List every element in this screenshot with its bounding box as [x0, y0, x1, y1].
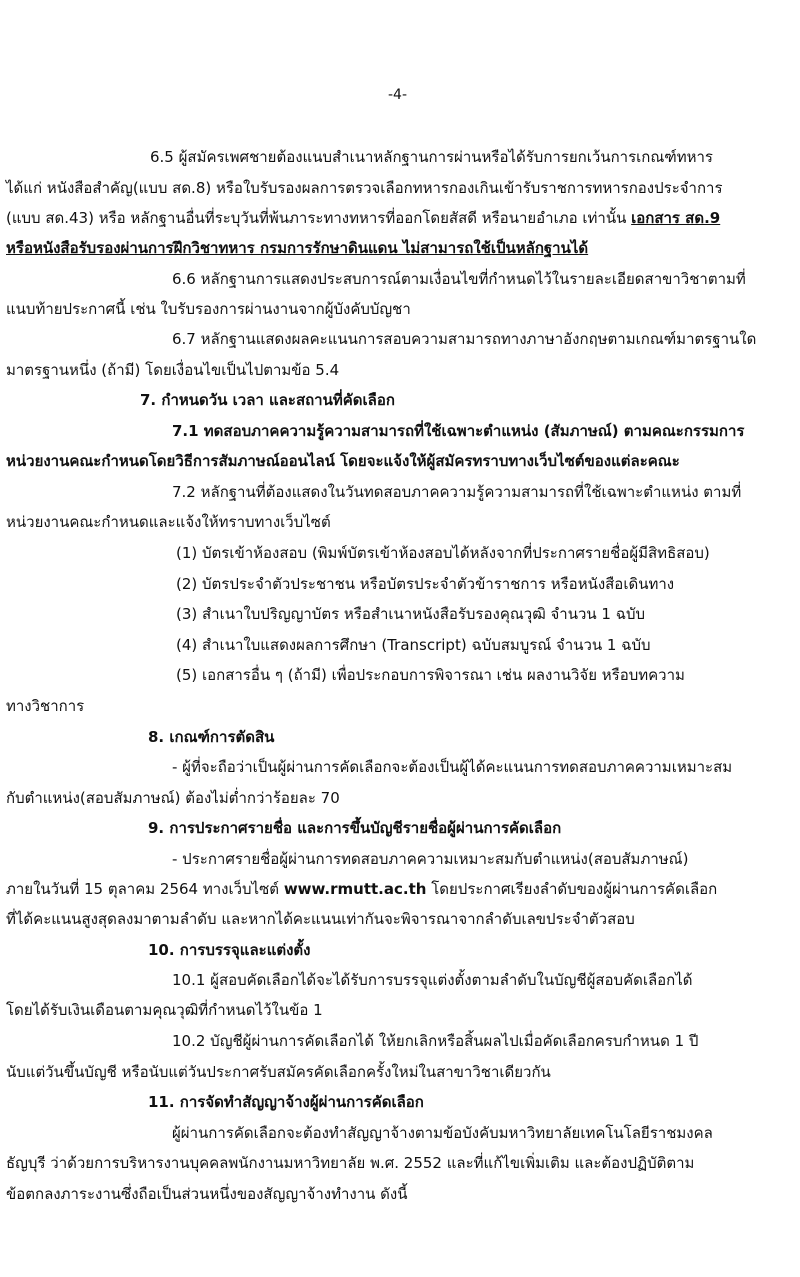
clause-6-7-line-1: 6.7 หลักฐานแสดงผลคะแนนการสอบความสามารถทางภาษาอังกฤษตามเกณฑ์มาตรฐานใด: [172, 330, 757, 348]
list-item: (2) บัตรประจำตัวประชาชน หรือบัตรประจำตัวข้าราชการ หรือหนังสือเดินทาง: [176, 575, 675, 593]
section-7-heading: 7. กำหนดวัน เวลา และสถานที่คัดเลือก: [140, 391, 395, 409]
clause-7-1-line-2: หน่วยงานคณะกำหนดโดยวิธีการสัมภาษณ์ออนไลน์ โดยจะแจ้งให้ผู้สมัครทราบทางเว็บไซต์ของแต่ละคณะ: [6, 452, 680, 470]
section-8-line-1: - ผู้ที่จะถือว่าเป็นผู้ผ่านการคัดเลือกจะต้องเป็นผู้ได้คะแนนการทดสอบภาคความเหมาะสม: [172, 758, 733, 776]
clause-6-5-line-2: ได้แก่ หนังสือสำคัญ(แบบ สด.8) หรือใบรับรองผลการตรวจเลือกทหารกองเกินเข้ารับราชการทหารกองประจำการ: [6, 179, 723, 197]
clause-6-5-line-4: หรือหนังสือรับรองผ่านการฝึกวิชาทหาร กรมการรักษาดินแดน ไม่สามารถใช้เป็นหลักฐานได้: [6, 239, 589, 257]
clause-10-2-line-1: 10.2 บัญชีผู้ผ่านการคัดเลือกได้ ให้ยกเลิกหรือสิ้นผลไปเมื่อคัดเลือกครบกำหนด 1 ปี: [172, 1032, 699, 1050]
clause-7-1-line-1: 7.1 ทดสอบภาคความรู้ความสามารถที่ใช้เฉพาะตำแหน่ง (สัมภาษณ์) ตามคณะกรรมการ: [172, 422, 745, 440]
section-11-line-2: ธัญบุรี ว่าด้วยการบริหารงานบุคคลพนักงานมหาวิทยาลัย พ.ศ. 2552 และที่แก้ไขเพิ่มเติม และต้องปฏิบัติตาม: [6, 1154, 695, 1172]
clause-6-6-line-1: 6.6 หลักฐานการแสดงประสบการณ์ตามเงื่อนไขที่กำหนดไว้ในรายละเอียดสาขาวิชาตามที่: [172, 270, 746, 288]
section-9-line-2-prefix: ภายในวันที่ 15 ตุลาคม 2564 ทางเว็บไซต์: [6, 880, 280, 898]
list-item-continuation: ทางวิชาการ: [6, 697, 85, 715]
list-item: (3) สำเนาใบปริญญาบัตร หรือสำเนาหนังสือรับรองคุณวุฒิ จำนวน 1 ฉบับ: [176, 605, 645, 623]
section-10-heading: 10. การบรรจุและแต่งตั้ง: [148, 941, 311, 959]
clause-10-2-line-2: นับแต่วันขึ้นบัญชี หรือนับแต่วันประกาศรับสมัครคัดเลือกครั้งใหม่ในสาขาวิชาเดียวกัน: [6, 1063, 551, 1081]
page-number: -4-: [388, 87, 408, 103]
section-9-line-2: [6, 878, 717, 900]
clause-6-5-line-3: [6, 207, 720, 229]
clause-10-1-line-1: 10.1 ผู้สอบคัดเลือกได้จะได้รับการบรรจุแต่งตั้งตามลำดับในบัญชีผู้สอบคัดเลือกได้: [172, 971, 693, 989]
section-8-line-2: กับตำแหน่ง(สอบสัมภาษณ์) ต้องไม่ต่ำกว่าร้อยละ 70: [6, 789, 340, 807]
clause-10-1-line-2: โดยได้รับเงินเดือนตามคุณวุฒิที่กำหนดไว้ในข้อ 1: [6, 1001, 323, 1019]
clause-6-5-line-1: 6.5 ผู้สมัครเพศชายต้องแนบสำเนาหลักฐานการผ่านหรือได้รับการยกเว้นการเกณฑ์ทหาร: [150, 148, 713, 166]
section-9-heading: 9. การประกาศรายชื่อ และการขึ้นบัญชีรายชื่อผู้ผ่านการคัดเลือก: [148, 819, 562, 837]
section-11-line-3: ข้อตกลงภาระงานซึ่งถือเป็นส่วนหนึ่งของสัญญาจ้างทำงาน ดังนี้: [6, 1185, 408, 1203]
section-11-heading: 11. การจัดทำสัญญาจ้างผู้ผ่านการคัดเลือก: [148, 1093, 424, 1111]
list-item: (4) สำเนาใบแสดงผลการศึกษา (Transcript) ฉบับสมบูรณ์ จำนวน 1 ฉบับ: [176, 636, 651, 654]
clause-6-5-emphasis: เอกสาร สด.9: [631, 209, 721, 227]
website-link[interactable]: www.rmutt.ac.th: [283, 880, 427, 898]
section-11-line-1: ผู้ผ่านการคัดเลือกจะต้องทำสัญญาจ้างตามข้อบังคับมหาวิทยาลัยเทคโนโลยีราชมงคล: [172, 1124, 713, 1142]
section-9-line-1: - ประกาศรายชื่อผู้ผ่านการทดสอบภาคความเหมาะสมกับตำแหน่ง(สอบสัมภาษณ์): [172, 850, 689, 868]
section-9-line-3: ที่ได้คะแนนสูงสุดลงมาตามลำดับ และหากได้คะแนนเท่ากันจะพิจารณาจากลำดับเลขประจำตัวสอบ: [6, 910, 635, 928]
clause-6-5-line-3-text: (แบบ สด.43) หรือ หลักฐานอื่นที่ระบุวันที่พ้นภาระทางทหารที่ออกโดยสัสดี หรือนายอำเภอ เท่านั้น: [6, 209, 627, 227]
list-item: (5) เอกสารอื่น ๆ (ถ้ามี) เพื่อประกอบการพิจารณา เช่น ผลงานวิจัย หรือบทความ: [176, 666, 685, 684]
section-9-line-2-suffix: โดยประกาศเรียงลำดับของผู้ผ่านการคัดเลือก: [431, 880, 718, 898]
list-item: (1) บัตรเข้าห้องสอบ (พิมพ์บัตรเข้าห้องสอบได้หลังจากที่ประกาศรายชื่อผู้มีสิทธิสอบ): [176, 544, 710, 562]
clause-6-6-line-2: แนบท้ายประกาศนี้ เช่น ใบรับรองการผ่านงานจากผู้บังคับบัญชา: [6, 300, 411, 318]
clause-7-2-line-2: หน่วยงานคณะกำหนดและแจ้งให้ทราบทางเว็บไซต์: [6, 513, 331, 531]
section-8-heading: 8. เกณฑ์การตัดสิน: [148, 728, 275, 746]
clause-6-7-line-2: มาตรฐานหนึ่ง (ถ้ามี) โดยเงื่อนไขเป็นไปตามข้อ 5.4: [6, 361, 340, 379]
clause-7-2-line-1: 7.2 หลักฐานที่ต้องแสดงในวันทดสอบภาคความรู้ความสามารถที่ใช้เฉพาะตำแหน่ง ตามที่: [172, 483, 742, 501]
